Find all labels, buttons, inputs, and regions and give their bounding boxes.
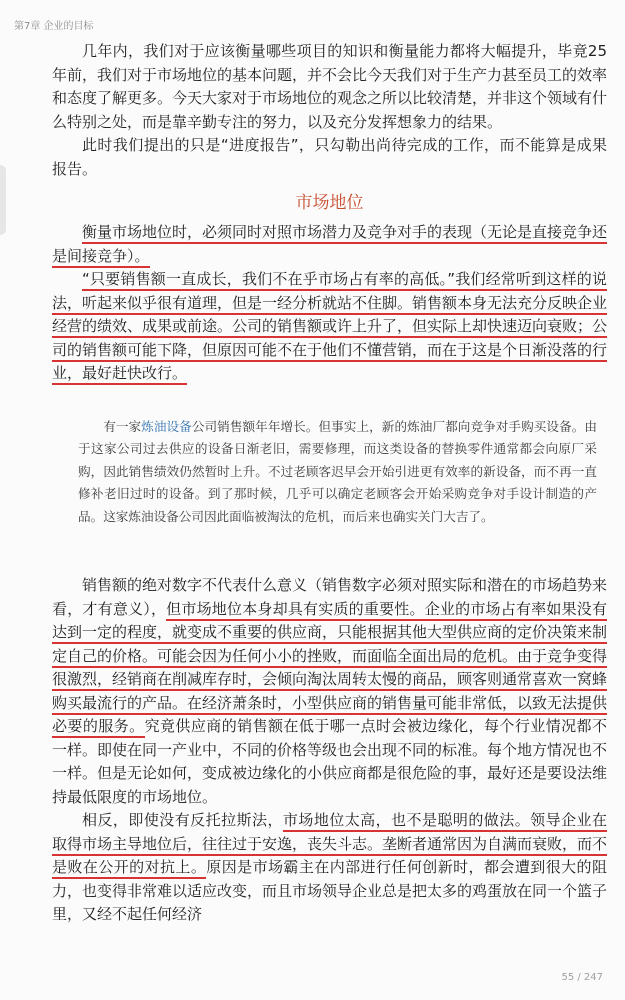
- case-keyword-link[interactable]: 炼油设备: [141, 418, 192, 434]
- highlight[interactable]: “只要销售额一直成长，我们不在乎市场占有率的高低。”我们经常听到这样的说法，听起来似乎很有道理，但是一经分析就站不住脚。销售额本身无法充分反映企业经营的绩效、成果或前途。公司的销售额或许上升了，但实际上却快速迈向衰败；公司的销售额可能下降，但原因可能不在于他们不懂营销，而在于这是个日渐没落的行业，最好赶快改行。: [52, 270, 607, 385]
- body-paragraph-3: [52, 574, 607, 809]
- section-title: 市场地位: [295, 193, 364, 213]
- page-content: [52, 40, 607, 927]
- plain-text: 究竟供应商的销售额在低于哪一点时会被边缘化，每个行业情况都不一样。即使在同一产业中，不同的价格等级也会出现不同的标准。每个地方情况也不一样。但是无论如何，变成被边缘化的小供应商都是很危险的事，最好还是要设法维持最低限度的市场地位。: [52, 717, 608, 806]
- case-study-block: [78, 416, 597, 529]
- section-paragraph-2: [52, 268, 607, 386]
- plain-text: 相反，即使没有反托拉斯法，: [82, 811, 283, 829]
- side-drawer-handle[interactable]: [0, 165, 6, 235]
- body-paragraph-4: [52, 809, 607, 927]
- intro-paragraph-2: 此时我们提出的只是“进度报告”，只勾勒出尚待完成的工作，而不能算是成果报告。: [52, 136, 607, 178]
- plain-text: 销售额的绝对数字不代表什么意义（销售数字必须对照实际和潜在的市场趋势来看，才有意义），: [52, 576, 608, 618]
- highlight[interactable]: 市场地位太高，也不是聪明的做法。领导企业在取得市场主导地位后，往往过于安逸，丧失斗志。垄断者通常因为自满而衰败，而不是败在公开的对抗上。: [52, 811, 607, 879]
- page-indicator: 55 / 247: [561, 972, 603, 983]
- intro-paragraph-1: 几年内，我们对于应该衡量哪些项目的知识和衡量能力都将大幅提升，毕竟25年前，我们对于市场地位的基本问题，并不会比今天我们对于生产力甚至员工的效率和态度了解更多。今天大家对于市场地位的观念之所以比较清楚，并非这个领域有什么特别之处，而是靠辛勤专注的努力，以及充分发挥想象力的结果。: [52, 42, 608, 131]
- case-text: 公司销售额年年增长。但事实上，新的炼油厂都向竞争对手购买设备。由于这家公司过去供应的设备日渐老旧，需要修理，而这类设备的替换零件通常都会向原厂采购，因此销售绩效仍然暂时上升。不过老顾客迟早会开始引进更有效率的新设备，而不再一直修补老旧过时的设备。到了那时候，几乎可以确定老顾客会开始采购竞争对手设计制造的产品。这家炼油设备公司因此面临被淘汰的危机，而后来也确实关门大吉了。: [78, 418, 598, 524]
- highlight[interactable]: 但市场地位本身却具有实质的重要性。企业的市场占有率如果没有达到一定的程度，就变成不重要的供应商，只能根据其他大型供应商的定价决策来制定自己的价格。可能会因为任何小小的挫败，而面临全面出局的危机。由于竞争变得很激烈，经销商在削减库存时，会倾向淘汰周转太慢的商品，顾客则通常喜欢一窝蜂购买最流行的产品。在经济萧条时，小型供应商的销售量可能非常低，以致无法提供必要的服务。: [52, 600, 607, 739]
- case-text: 有一家: [103, 418, 142, 434]
- highlight[interactable]: 衡量市场地位时，必须同时对照市场潜力及竞争对手的表现（无论是直接竞争还是间接竞争）。: [52, 223, 607, 268]
- section-paragraph-1: [52, 221, 607, 268]
- plain-text: 原因是市场霸主在内部进行任何创新时，都会遭到很大的阻力，也变得非常难以适应改变，而且市场领导企业总是把太多的鸡蛋放在同一个篮子里，又经不起任何经济: [52, 858, 608, 923]
- chapter-header: 第7章 企业的目标: [14, 21, 94, 32]
